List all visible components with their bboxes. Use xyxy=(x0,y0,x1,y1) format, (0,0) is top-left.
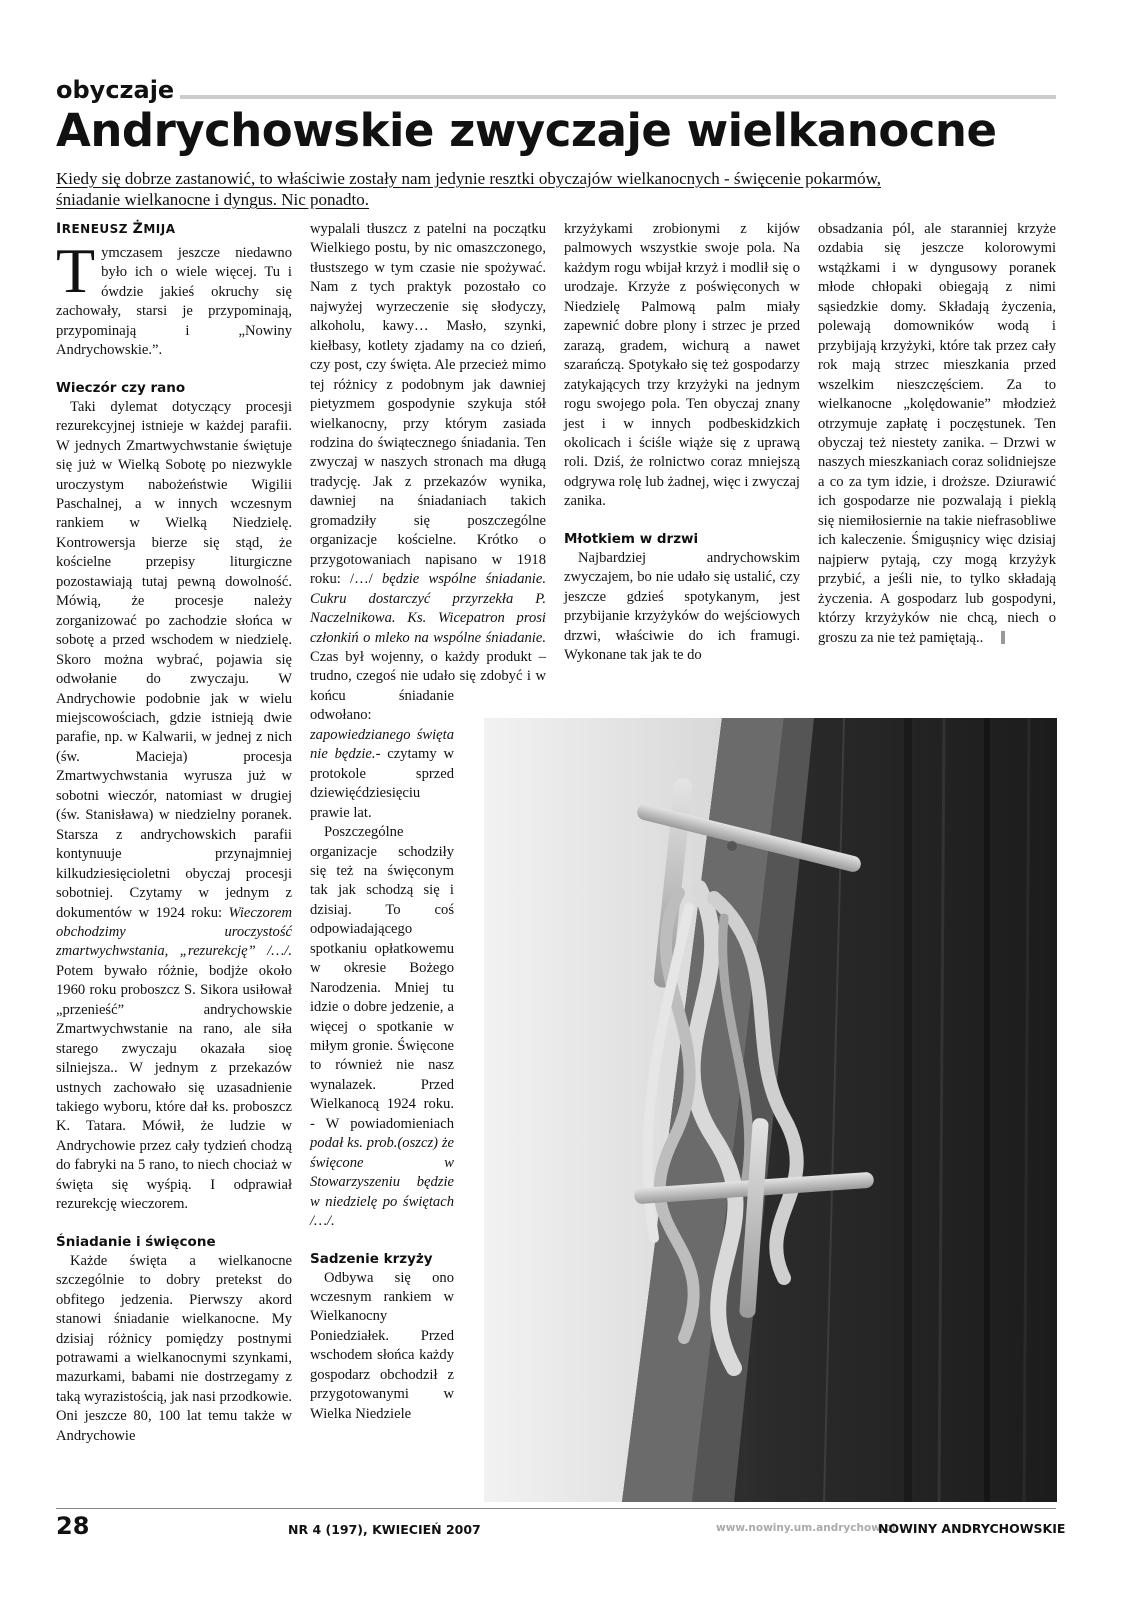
column-4 xyxy=(818,220,1056,648)
intro-paragraph: Tymczasem jeszcze niedawno było ich o wiele więcej. Tu i ówdzie jakieś okruchy się zachowały, starsi je przypominają, przypominają i „Nowiny Andrychowskie.”. xyxy=(56,235,292,359)
page-number: 28 xyxy=(56,1512,90,1540)
drop-cap: T xyxy=(56,235,96,306)
paragraph-sniadanie-cont: wypalali tłuszcz z patelni na początku Wielkiego postu, by nic omaszczonego, tłustszego w tym czasie nie spożywać. Nam z tych praktyk pozostało co najwyżej wyrzeczenie się słodyczy, alkoholu, kawy… Masło, szynki, kiełbasy, kotlety zjadamy na co dzień, czy post, czy święta. Ale przecież mimo tej różnicy z podobnym jak dawniej pietyzmem gospodynie szykuja stół wielkanocny, przy którym zasiada rodzina do świątecznego śniadania. Ten zwyczaj w naszych stronach ma długą tradycję. Jak z przekazów wynika, dawniej na śniadaniach takich gromadziły się poszczególne organizacje kościelne. Krótko o przygotowaniach napisano w 1918 roku: /…/ będzie wspólne śniadanie. Cukru dostarczyć przyrzekła P. Naczelnikowa. Ks. Wicepatron prosi członkiń o mleko na wspólne śniadanie. Czas był wojenny, o każdy produkt – trudno, czegoś nie udało się zdobyć i w końcu śniadanie odwołano: zapowiedzianego święta nie będzie.- czytamy w protokole sprzed dziewięćdziesięciu prawie lat. xyxy=(310,221,546,821)
author-byline: IRENEUSZ ŻMIJA xyxy=(56,221,176,237)
paragraph-mlotkiem: Najbardziej andrychowskim zwyczajem, bo nie udało się ustalić, czy jeszcze gdzieś spotykanym, jest przybijanie krzyżyków do wejściowych drzwi, właściwie do ich framugi. Wykonane tak jak te do xyxy=(564,549,800,664)
subhead-wieczor: Wieczór czy rano xyxy=(56,379,186,396)
article-headline: Andrychowskie zwyczaje wielkanocne xyxy=(56,104,997,157)
paragraph-swiecone: Poszczególne organizacje schodziły się też na święconym tak jak schodzą się i dzisiaj. To coś odpowiadającego spotkaniu opłatkowemu w okresie Bożego Narodzenia. Mniej tu idzie o dobre jedzenie, a więcej o spotkanie w miłym gronie. Święcone to również nie nasz wynalazek. Przed Wielkanocą 1924 roku. - W powiadomieniach podał ks. prob.(oszcz) że święcone w Stowarzyszeniu będzie w niedzielę po świętach /…/. xyxy=(310,824,454,1230)
subhead-sniadanie: Śniadanie i święcone xyxy=(56,1233,216,1250)
lead-line-1: Kiedy się dobrze zastanowić, to właściwie zostały nam jedynie resztki obyczajów wielkanocnych - święcenie pokarmów, xyxy=(56,169,881,188)
door-board-2 xyxy=(984,718,990,1502)
photo-cross-on-door xyxy=(484,718,1057,1502)
website-url[interactable]: www.nowiny.um.andrychow.pl xyxy=(716,1522,896,1534)
footer-rule xyxy=(56,1508,1056,1509)
paragraph-mlotkiem-cont: obsadzania pól, ale staranniej krzyże ozdabia się jeszcze kolorowymi wstążkami i w dyngusowy poranek młode chłopaki obiegają z nimi sąsiedzkie domy. Składają życzenia, polewają domowników wodą i przybijają krzyżyki, które tak przez cały rok mają strzec mieszkania przed wszelkim nieszczęściem. Za to wielkanocne „kolędowanie” młodzież otrzymuje zapłatę i poczęstunek. Ten obyczaj też niestety zanika. – Drzwi w naszych mieszkaniach coraz solidniejsze a co za tym idzie, i droższe. Dziurawić ich gospodarze nie pozwalają i pieklą się niemiłosiernie na takie niefrasobliwe ich kaleczenie. Śmigușnicy więc dzisiaj najpierw pytają, czy mogą krzyżyk przybić, a jeśli nie, to tylko składają życzenia. A gospodarz lub gospodyni, którzy krzyżyków nie chcą, niech o groszu za nie też pamiętają.. xyxy=(818,221,1056,646)
paragraph-sadzenie-cont: krzyżykami zrobionymi z kijów palmowych wszystkie swoje pola. Na każdym rogu wbijał krzyż i modlił się o urodzaje. Krzyże z poświęconych w Niedzielę Palmową palm miały zapewnić dobre plony i strzec je przed zarazą, gradem, wichurą a nawet szarańczą. Spotykało się też gospodarzy zatykających trzy krzyżyki na jednym rogu swojego pola. Ten obyczaj znany jest i w innych podbeskidzkich okolicach i ściśle wiąże się z uprawą roli. Dziś, że rolnictwo coraz mniejszą odgrywa rolę lub żadnej, więc i zwyczaj zanika. xyxy=(564,221,800,510)
end-mark xyxy=(1001,631,1005,644)
issue-info: NR 4 (197), KWIECIEŃ 2007 xyxy=(288,1522,481,1537)
article-lead xyxy=(56,168,1056,210)
column-3 xyxy=(564,220,800,666)
newspaper-name: NOWINY ANDRYCHOWSKIE xyxy=(878,1521,1066,1536)
door-board-1 xyxy=(904,718,912,1502)
column-1 xyxy=(56,220,292,1446)
paragraph-sadzenie: Odbywa się ono wczesnym rankiem w Wielkanocny Poniedziałek. Przed wschodem słońca każdy gospodarz obchodził z przygotowanymi w Wielka Niedziele xyxy=(310,1269,454,1422)
lead-line-2: śniadanie wielkanocne i dyngus. Nic ponadto. xyxy=(56,190,370,209)
section-header xyxy=(56,76,1056,102)
subhead-sadzenie: Sadzenie krzyży xyxy=(310,1250,433,1267)
paragraph-wieczor: Taki dylemat dotyczący procesji rezurekcyjnej istnieje w każdej parafii. W jednych Zmartwychwstanie świętuje się już w Wielką Sobotę po niezwykle uroczystym nabożeństwie Wigilii Paschalnej, a w innych wczesnym rankiem w Wielką Niedzielę. Kontrowersja bierze się stąd, że kościelne przepisy liturgiczne pozostawiają tutaj pewną dowolność. Mówią, że procesje należy zorganizować po zachodzie słońca w sobotę a przed wschodem w niedzielę. Skoro można wybrać, pojawia się odwołanie do zwyczaju. W Andrychowie podobnie jak w wielu miejscowościach, gdzie istnieją dwie parafie, np. w Kalwarii, w jednej z nich (św. Macieja) procesja Zmartwychwstania wyrusza już w sobotni wieczór, natomiast w drugiej (św. Stanisława) w niedzielny poranek. Starsza z andrychowskich parafii kontynuuje przynajmniej kilkudziesięcioletni obyczaj procesji sobotniej. Czytamy w jednym z dokumentów w 1924 roku: Wieczorem obchodzimy uroczystość zmartwychwstania, „rezurekcję” /…/. Potem bywało różnie, bodjże około 1960 roku proboszcz S. Sikora usiłował „przenieść” andrychowskie Zmartwychwstanie na rano, ale siła starego zwyczaju okazała sioę silniejsza.. W jednym z przekazów ustnych zachowało się uzasadnienie takiego wyboru, które dał ks. proboszcz K. Tatara. Mówił, że ludzie w Andrychowie przez cały tydzień chodzą do fabryki na 5 rano, to niech chociaż w święta się wyśpią. I odprawiał rezurekcję wieczorem. xyxy=(56,398,292,1213)
section-tag: obyczaje xyxy=(56,76,180,104)
subhead-mlotkiem: Młotkiem w drzwi xyxy=(564,530,699,547)
article-photo xyxy=(484,718,1057,1502)
paragraph-sniadanie: Każde święta a wielkanocne szczególnie to dobry pretekst do obfitego jedzenia. Pierwszy akord stanowi śniadanie wielkanocne. My dzisiaj różnicy pomiędzy postnymi potrawami a wielkanocnymi szynkami, mazurkami, babami nie dostrzegamy z taką wyrazistością, jak nasi przodkowie. Oni jeszcze 80, 100 lat temu także w Andrychowie xyxy=(56,1252,292,1444)
section-rule xyxy=(56,95,1056,99)
